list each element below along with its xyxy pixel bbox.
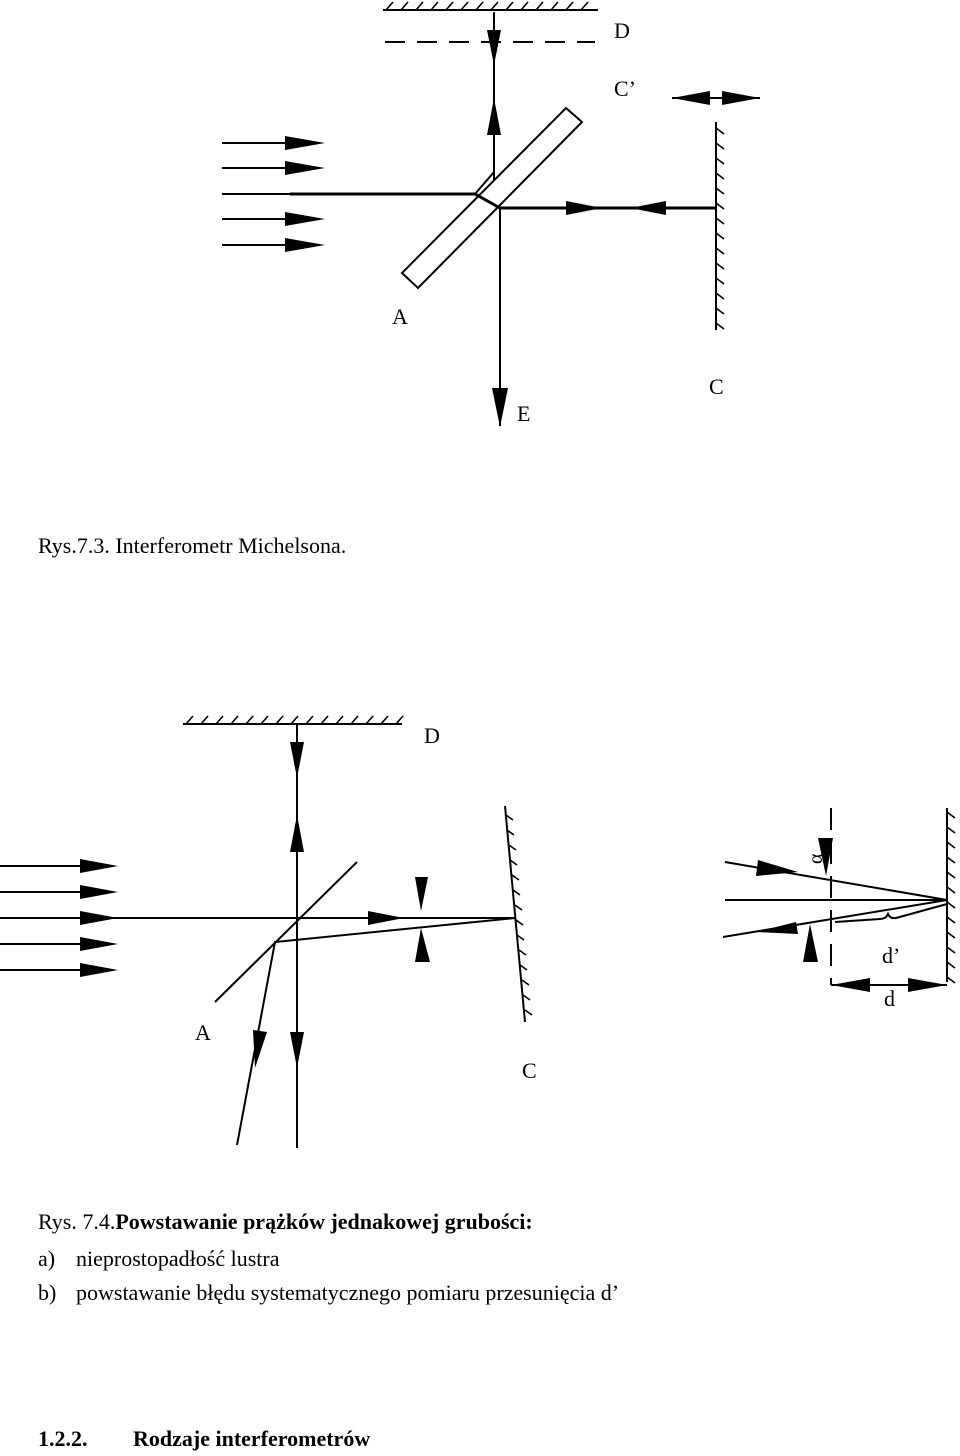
label-alpha-fig2a: α bbox=[411, 879, 428, 888]
subfigure-b bbox=[723, 808, 955, 992]
arrow-left-from-mirror-c bbox=[630, 201, 666, 215]
arrow-up-top bbox=[487, 98, 501, 135]
arrow-out-fig2b bbox=[756, 922, 798, 934]
mirror-translation-arrow bbox=[672, 91, 760, 105]
arrow-down-reflected-fig2 bbox=[253, 1030, 267, 1068]
label-d: d bbox=[884, 986, 895, 1011]
mirror-fig2b bbox=[947, 808, 955, 983]
caption-item-b-text: powstawanie błędu systematycznego pomiaru przesunięcia d’ bbox=[76, 1280, 620, 1305]
angle-marker-fig2b-bottom bbox=[803, 924, 818, 962]
arrow-down-exit-e bbox=[492, 388, 508, 427]
tilted-mirror-c bbox=[505, 806, 532, 1022]
caption-item-b-marker: b) bbox=[38, 1280, 57, 1305]
section-number: 1.2.2. bbox=[38, 1426, 88, 1451]
label-splitter-a: A bbox=[392, 304, 408, 329]
mirror-d-fig2 bbox=[183, 716, 403, 724]
equal-thickness-fringes-figure bbox=[0, 650, 960, 1210]
incoming-beams-fig2 bbox=[0, 866, 300, 970]
caption-lead: Rys. 7.4. bbox=[38, 1209, 116, 1234]
caption-item-a-text: nieprostopadłość lustra bbox=[76, 1246, 280, 1271]
label-splitter-a-fig2: A bbox=[195, 1020, 211, 1045]
label-exit-e: E bbox=[517, 401, 531, 426]
caption-item-a bbox=[38, 1246, 279, 1272]
incoming-beams bbox=[222, 143, 290, 245]
label-mirror-c: C bbox=[709, 374, 724, 399]
label-alpha-fig2b: α bbox=[805, 853, 827, 864]
arrow-down-fig2-top bbox=[290, 742, 304, 778]
angle-marker-bottom bbox=[415, 928, 430, 962]
label-mirror-c-fig2: C bbox=[522, 1058, 537, 1083]
dim-arrow-right-fig2b bbox=[908, 978, 947, 992]
label-mirror-c-prime: C’ bbox=[614, 76, 636, 101]
caption-title: Powstawanie prążków jednakowej grubości: bbox=[115, 1209, 533, 1234]
arrow-right-to-mirror-c bbox=[566, 201, 602, 215]
mirror-c-right bbox=[716, 122, 724, 330]
figure-caption-7-3: Rys.7.3. Interferometr Michelsona. bbox=[38, 533, 347, 558]
label-mirror-d: D bbox=[614, 18, 630, 43]
arrow-up-fig2 bbox=[290, 815, 304, 852]
arrow-down-fig2-exit bbox=[290, 1032, 304, 1068]
label-mirror-d-fig2: D bbox=[424, 723, 440, 748]
incoming-arrowheads-fig2 bbox=[80, 859, 118, 977]
section-heading bbox=[38, 1426, 370, 1452]
beam-splitter-fig2 bbox=[215, 862, 357, 1002]
caption-item-b bbox=[38, 1280, 619, 1306]
arrow-down-top bbox=[487, 30, 501, 65]
arrow-right-fig2 bbox=[368, 911, 404, 925]
caption-item-a-marker: a) bbox=[38, 1246, 56, 1271]
rays-to-tilted-mirror bbox=[237, 918, 515, 1145]
michelson-interferometer-figure bbox=[0, 0, 960, 440]
vertical-beam bbox=[494, 12, 500, 426]
mirror-d-top bbox=[383, 2, 598, 10]
label-d-prime: d’ bbox=[882, 943, 901, 968]
section-title: Rodzaje interferometrów bbox=[133, 1426, 371, 1451]
figure-caption-7-4 bbox=[38, 1209, 533, 1235]
dim-arrow-left-fig2b bbox=[831, 978, 870, 992]
